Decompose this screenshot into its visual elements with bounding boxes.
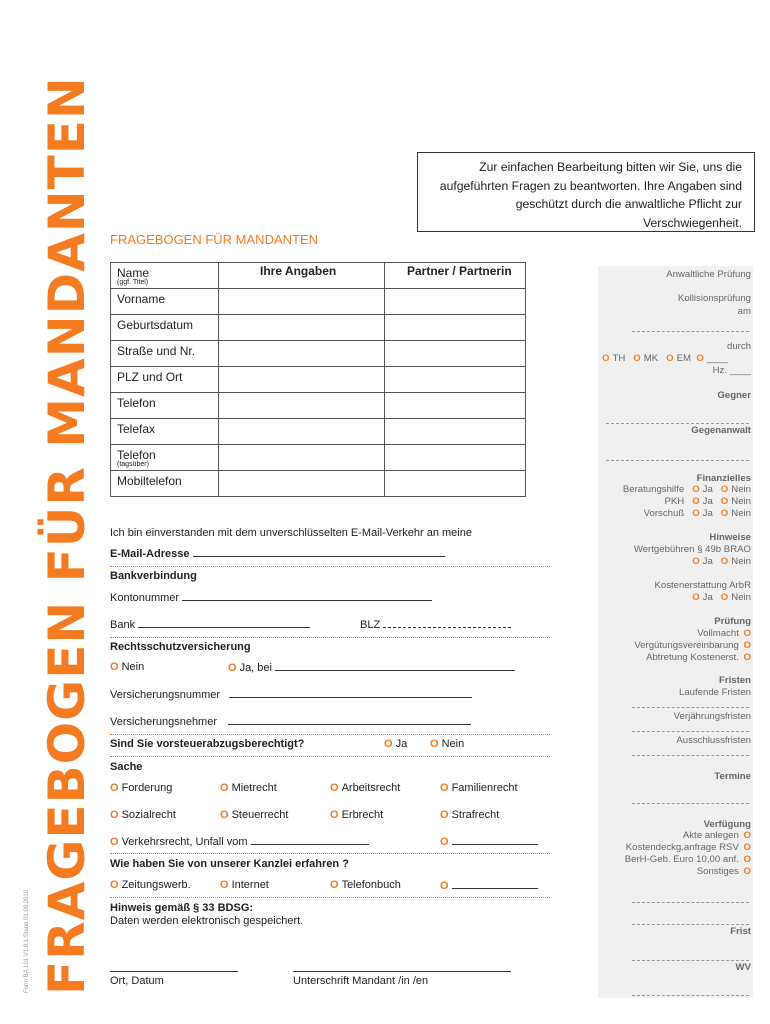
- wv-line[interactable]: [632, 995, 749, 996]
- blz-field[interactable]: [383, 618, 511, 628]
- table-row: [111, 341, 526, 367]
- signature-line[interactable]: [293, 971, 511, 972]
- checkbox-icon: O: [692, 508, 700, 519]
- checkbox-icon: O: [110, 661, 119, 673]
- order-row[interactable]: Akte anlegen O: [682, 830, 751, 841]
- bank-heading: Bankverbindung: [110, 570, 197, 582]
- collision-by: durch: [727, 341, 751, 352]
- own-input-cell[interactable]: [219, 341, 385, 367]
- checkbox-icon: O: [696, 353, 704, 364]
- row-label: Telefax: [111, 419, 219, 445]
- notice-text: Daten werden elektronisch gespeichert.: [110, 915, 304, 927]
- finance-yes[interactable]: O Ja: [692, 484, 713, 495]
- deadline-row: Laufende Fristen: [679, 687, 751, 698]
- order-row[interactable]: Kostendeckg.anfrage RSV O: [625, 842, 751, 853]
- divider: [110, 853, 550, 854]
- review-heading: Anwaltliche Prüfung: [666, 269, 751, 280]
- partner-input-cell[interactable]: [385, 393, 526, 419]
- row-label: Telefon (tagsüber): [111, 445, 219, 471]
- notes-heading: Hinweise: [709, 532, 751, 543]
- checkbox-icon: O: [330, 879, 339, 891]
- partner-input-cell[interactable]: [385, 341, 526, 367]
- fees-label: Wertgebühren § 49b BRAO: [633, 544, 751, 555]
- finance-row: Beratungshilfe O Ja O Nein: [622, 484, 751, 495]
- matter-option[interactable]: O Steuerrecht: [220, 809, 289, 821]
- matter-option[interactable]: O Sozialrecht: [110, 809, 176, 821]
- partner-input-cell[interactable]: [385, 289, 526, 315]
- table-row: [111, 367, 526, 393]
- email-field[interactable]: [193, 547, 445, 557]
- matter-option[interactable]: O Mietrecht: [220, 782, 277, 794]
- finance-no[interactable]: O Nein: [720, 484, 751, 495]
- checkbox-icon: O: [692, 556, 700, 567]
- hz-label: Hz. ____: [712, 365, 751, 376]
- own-input-cell[interactable]: [219, 367, 385, 393]
- column-partner: Partner / Partnerin: [407, 264, 512, 278]
- traffic-option[interactable]: O Verkehrsrecht, Unfall vom: [110, 835, 369, 848]
- checkbox-icon: O: [720, 592, 729, 603]
- checkbox-icon: O: [440, 836, 449, 848]
- table-row: [111, 393, 526, 419]
- collision-heading: Kollisionsprüfung: [677, 293, 751, 304]
- row-label: Telefon: [111, 393, 219, 419]
- initial-mk[interactable]: O MK: [633, 353, 659, 364]
- vertical-title: FRAGEBOGEN FÜR MANDANTEN: [38, 76, 96, 995]
- initial-th[interactable]: O TH: [602, 353, 626, 364]
- divider: [110, 637, 550, 638]
- row-sublabel: (ggf. Titel): [117, 279, 149, 286]
- checkbox-icon: O: [110, 809, 119, 821]
- checkbox-icon: O: [602, 353, 610, 364]
- policy-holder-field[interactable]: [228, 715, 471, 725]
- signature-label: Unterschrift Mandant /in /en: [293, 975, 429, 987]
- own-input-cell[interactable]: [219, 289, 385, 315]
- checkbox-icon: O: [220, 879, 229, 891]
- vat-no[interactable]: O Nein: [430, 738, 465, 750]
- table-row: [111, 263, 526, 289]
- checkbox-icon: O: [430, 738, 439, 750]
- own-input-cell[interactable]: [219, 393, 385, 419]
- checkbox-icon: O: [743, 866, 751, 877]
- order-line-2[interactable]: [632, 924, 749, 925]
- checkbox-icon: O: [110, 879, 119, 891]
- checkbox-icon: O: [110, 836, 119, 848]
- row-label: Name (ggf. Titel): [111, 263, 219, 289]
- table-row: [111, 471, 526, 497]
- checkbox-icon: O: [220, 809, 229, 821]
- own-input-cell[interactable]: [219, 263, 385, 289]
- referral-option[interactable]: O Internet: [220, 879, 269, 891]
- opp-lawyer-line[interactable]: [606, 460, 749, 461]
- opponent-label: Gegner: [717, 390, 751, 401]
- matter-other[interactable]: [440, 835, 538, 848]
- checkbox-icon: O: [720, 496, 729, 507]
- matter-option[interactable]: O Strafrecht: [440, 809, 500, 821]
- account-label: Kontonummer: [110, 591, 432, 604]
- orders-heading: Verfügung: [703, 819, 751, 830]
- checkbox-icon: O: [330, 782, 339, 794]
- opp-lawyer-label: Gegenanwalt: [691, 425, 751, 436]
- order-row[interactable]: Sonstiges O: [696, 866, 751, 877]
- frist-label: Frist: [730, 926, 751, 937]
- finance-row: PKH O Ja O Nein: [664, 496, 751, 507]
- initials-row: [602, 353, 728, 364]
- intro-box: Zur einfachen Bearbeitung bitten wir Sie, uns die aufgeführten Fragen zu beantworten. Ihre Angaben sind geschützt durch die anwaltliche Pflicht zur Verschwiegenheit.: [417, 152, 755, 232]
- email-consent: Ich bin einverstanden mit dem unverschlüsselten E-Mail-Verkehr an meine: [110, 527, 472, 539]
- row-label: PLZ und Ort: [111, 367, 219, 393]
- column-own: Ihre Angaben: [260, 264, 337, 278]
- notice-heading: Hinweis gemäß § 33 BDSG:: [110, 902, 254, 914]
- divider: [110, 566, 550, 567]
- partner-input-cell[interactable]: [385, 263, 526, 289]
- checkbox-icon: O: [692, 592, 700, 603]
- row-sublabel: (tagsüber): [117, 461, 149, 468]
- finance-heading: Finanzielles: [696, 473, 751, 484]
- matter-option[interactable]: O Arbeitsrecht: [330, 782, 401, 794]
- email-label: E-Mail-Adresse: [110, 547, 445, 560]
- divider: [110, 734, 550, 735]
- checkbox-icon: O: [633, 353, 641, 364]
- place-date-label: Ort, Datum: [110, 975, 164, 987]
- divider: [110, 897, 550, 898]
- deadlines-heading: Fristen: [719, 675, 751, 686]
- checkbox-icon: O: [743, 628, 751, 639]
- checkbox-icon: O: [228, 662, 237, 674]
- row-label: Mobiltelefon: [111, 471, 219, 497]
- referral-other-field[interactable]: [452, 879, 538, 889]
- partner-input-cell[interactable]: [385, 419, 526, 445]
- check-heading: Prüfung: [714, 616, 751, 627]
- check-row[interactable]: Vollmacht O: [697, 628, 751, 639]
- insurance-heading: Rechtsschutzversicherung: [110, 641, 251, 653]
- refund-label: Kostenerstattung ArbR: [654, 580, 751, 591]
- divider: [110, 756, 550, 757]
- checkbox-icon: O: [692, 484, 700, 495]
- deadline-row: Ausschlussfristen: [676, 735, 751, 746]
- policy-number-label: Versicherungsnummer: [110, 688, 472, 701]
- frist-line[interactable]: [632, 960, 749, 961]
- wv-label: WV: [735, 962, 751, 973]
- matter-option[interactable]: O Forderung: [110, 782, 173, 794]
- refund-options: [692, 592, 751, 603]
- checkbox-icon: O: [666, 353, 674, 364]
- order-line-1[interactable]: [632, 902, 749, 903]
- blz-label: BLZ: [360, 618, 511, 631]
- finance-yes[interactable]: O Ja: [692, 496, 713, 507]
- table-row: [111, 315, 526, 341]
- vat-yes[interactable]: O Ja: [384, 738, 408, 750]
- referral-question: Wie haben Sie von unserer Kanzlei erfahren ?: [110, 858, 349, 870]
- initial-em[interactable]: O EM: [666, 353, 691, 364]
- checkbox-icon: O: [720, 508, 729, 519]
- own-input-cell[interactable]: [219, 419, 385, 445]
- checkbox-icon: O: [743, 854, 751, 865]
- partner-input-cell[interactable]: [385, 367, 526, 393]
- checkbox-icon: O: [440, 809, 449, 821]
- fees-yes[interactable]: O Ja: [692, 556, 713, 567]
- insurer-field[interactable]: [275, 661, 515, 671]
- partner-input-cell[interactable]: [385, 445, 526, 471]
- checkbox-icon: O: [743, 652, 751, 663]
- deadline-line[interactable]: [632, 731, 749, 732]
- finance-yes[interactable]: O Ja: [692, 508, 713, 519]
- bank-label: Bank: [110, 618, 310, 631]
- bank-field[interactable]: [138, 618, 310, 628]
- form-id: Form BA 101 V1.8.1 Stand 01.09.2010: [24, 889, 30, 993]
- checkbox-icon: O: [220, 782, 229, 794]
- place-date-line[interactable]: [110, 971, 238, 972]
- appointments-heading: Termine: [714, 771, 751, 782]
- referral-option[interactable]: O Zeitungswerb.: [110, 879, 191, 891]
- vat-question: Sind Sie vorsteuerabzugsberechtigt?: [110, 738, 305, 750]
- deadline-line[interactable]: [632, 707, 749, 708]
- checkbox-icon: O: [743, 830, 751, 841]
- own-input-cell[interactable]: [219, 471, 385, 497]
- refund-yes[interactable]: O Ja: [692, 592, 713, 603]
- referral-option[interactable]: O Telefonbuch: [330, 879, 401, 891]
- partner-input-cell[interactable]: [385, 471, 526, 497]
- policy-number-field[interactable]: [229, 688, 472, 698]
- checkbox-icon: O: [440, 880, 449, 892]
- row-label: Straße und Nr.: [111, 341, 219, 367]
- own-input-cell[interactable]: [219, 445, 385, 471]
- fees-no[interactable]: O Nein: [720, 556, 751, 567]
- appointments-line[interactable]: [632, 803, 749, 804]
- policy-holder-label: Versicherungsnehmer: [110, 715, 471, 728]
- checkbox-icon: O: [692, 496, 700, 507]
- refund-no[interactable]: O Nein: [720, 592, 751, 603]
- row-label: Vorname: [111, 289, 219, 315]
- table-row: [111, 419, 526, 445]
- matter-option[interactable]: O Familienrecht: [440, 782, 518, 794]
- checkbox-icon: O: [384, 738, 393, 750]
- checkbox-icon: O: [110, 782, 119, 794]
- personal-data-table: [110, 262, 526, 497]
- deadline-line[interactable]: [632, 755, 749, 756]
- check-row[interactable]: Vergütungsvereinbarung O: [634, 640, 751, 651]
- fees-options: [692, 556, 751, 567]
- checkbox-icon: O: [720, 484, 729, 495]
- table-row: [111, 289, 526, 315]
- opponent-line[interactable]: [606, 423, 749, 424]
- checkbox-icon: O: [743, 842, 751, 853]
- insurance-no[interactable]: O Nein: [110, 661, 145, 673]
- account-field[interactable]: [182, 591, 432, 601]
- row-label: Geburtsdatum: [111, 315, 219, 341]
- matter-option[interactable]: O Erbrecht: [330, 809, 384, 821]
- form-title: FRAGEBOGEN FÜR MANDANTEN: [110, 232, 319, 247]
- check-row[interactable]: Abtretung Kostenerst. O: [646, 652, 751, 663]
- deadline-row: Verjährungsfristen: [673, 711, 751, 722]
- insurance-yes[interactable]: O Ja, bei: [228, 661, 515, 674]
- finance-no[interactable]: O Nein: [720, 508, 751, 519]
- collision-date-line[interactable]: [632, 331, 749, 332]
- partner-input-cell[interactable]: [385, 315, 526, 341]
- order-row[interactable]: BerH-Geb. Euro 10,00 anf. O: [624, 854, 751, 865]
- initial-other[interactable]: O ____: [696, 353, 729, 364]
- checkbox-icon: O: [743, 640, 751, 651]
- accident-date-field[interactable]: [251, 835, 369, 845]
- checkbox-icon: O: [330, 809, 339, 821]
- referral-other[interactable]: [440, 879, 538, 892]
- checkbox-icon: O: [440, 782, 449, 794]
- collision-on: am: [737, 306, 751, 317]
- matter-other-field[interactable]: [452, 835, 538, 845]
- checkbox-icon: O: [720, 556, 729, 567]
- finance-row: Vorschuß O Ja O Nein: [643, 508, 751, 519]
- table-row: [111, 445, 526, 471]
- own-input-cell[interactable]: [219, 315, 385, 341]
- matter-heading: Sache: [110, 761, 143, 773]
- finance-no[interactable]: O Nein: [720, 496, 751, 507]
